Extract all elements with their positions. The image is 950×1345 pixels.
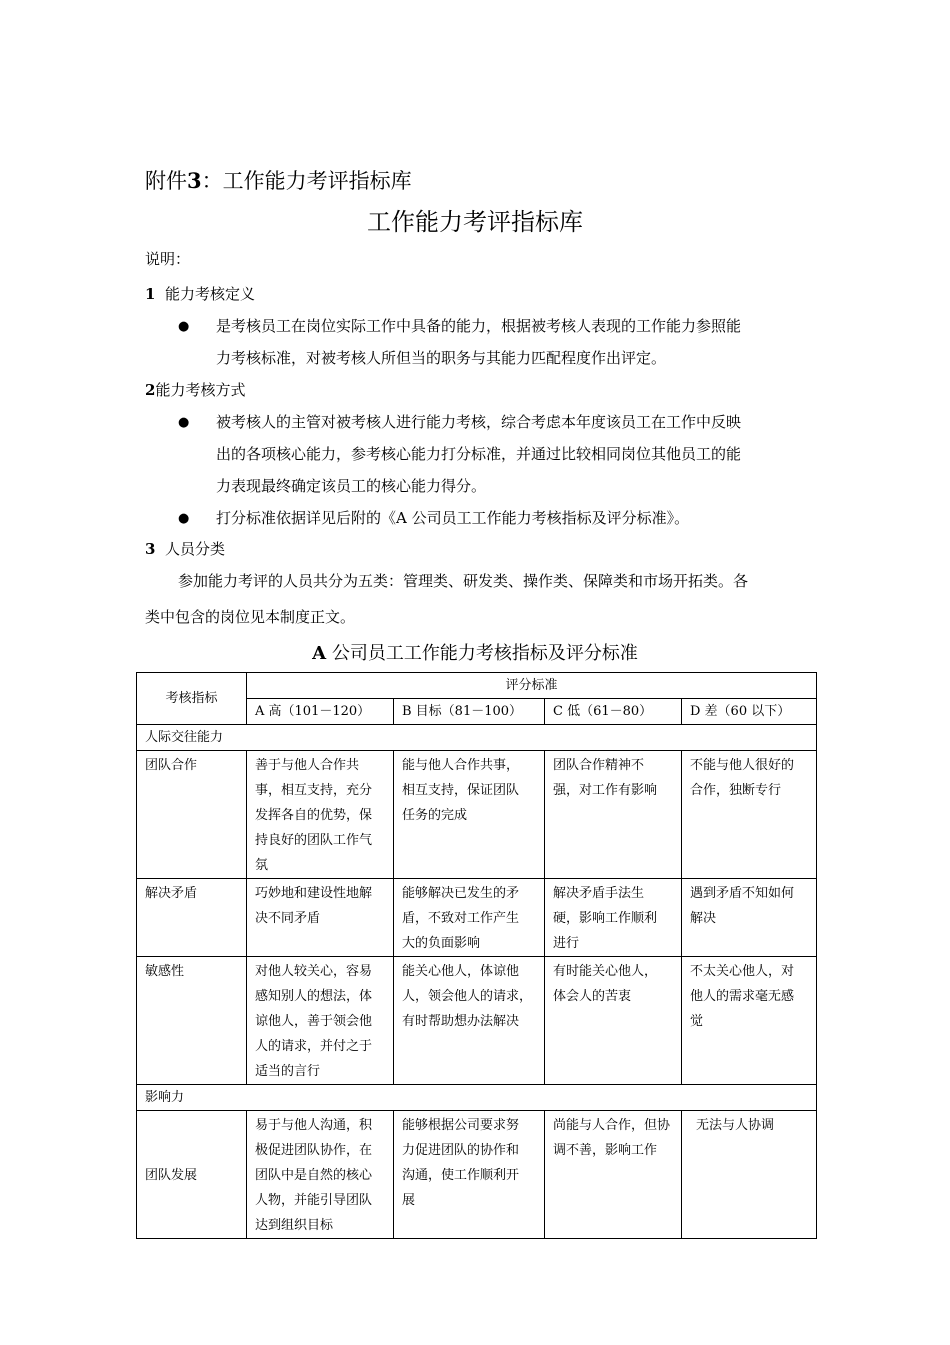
cell-line: 事，相互支持，充分 [255, 783, 373, 798]
table-title-company: A [312, 643, 327, 664]
grade-cell-b [394, 751, 545, 879]
grade-cell-a [247, 751, 394, 879]
cell-line: 能与他人合作共事， [402, 758, 520, 773]
note-label: 说明： [145, 250, 191, 268]
cell-line: 相互支持，保证团队 [402, 783, 520, 798]
section-2-bullet-1-line-2: 出的各项核心能力，参考核心能力打分标准，并通过比较相同岗位其他员工的能 [216, 445, 742, 463]
cell-line: 氛 [255, 858, 269, 873]
table-row [137, 751, 817, 879]
cell-line: 发挥各自的优势，保 [255, 808, 373, 823]
indicator-sensitivity: 敏感性 [137, 957, 247, 1085]
cell-line: 人，领会他人的请求， [402, 989, 533, 1004]
section-3-paragraph-line-2: 类中包含的岗位见本制度正文。 [145, 608, 356, 626]
header-standard: 评分标准 [247, 673, 817, 699]
section-3-number: 3 [145, 540, 156, 558]
section-2-bullet-1-line-3: 力表现最终确定该员工的核心能力得分。 [216, 477, 487, 495]
section-1-number: 1 [145, 285, 156, 303]
grade-cell-c [545, 879, 682, 957]
cell-line: 感知别人的想法，体 [255, 989, 373, 1004]
cell-line: 无法与人协调 [696, 1118, 775, 1133]
section-2-title: 能力考核方式 [155, 381, 246, 399]
table-row [137, 879, 817, 957]
cell-line: 进行 [553, 936, 580, 951]
section-1-bullet-1-line-1: 是考核员工在岗位实际工作中具备的能力，根据被考核人表现的工作能力参照能 [216, 317, 742, 335]
cell-line: 有时能关心他人， [553, 964, 658, 979]
table-row [137, 1111, 817, 1239]
cell-line: 人物，并能引导团队 [255, 1193, 373, 1208]
grade-cell-b [394, 957, 545, 1085]
cell-line: 盾，不致对工作产生 [402, 911, 520, 926]
cell-line: 能够解决已发生的矛 [402, 886, 520, 901]
cell-line: 硬，影响工作顺利 [553, 911, 658, 926]
bullet-icon: ● [178, 415, 190, 430]
grade-header-c: C 低（61－80） [545, 699, 682, 725]
cell-line: 合作，独断专行 [690, 783, 782, 798]
section-2-bullet-1-line-1: 被考核人的主管对被考核人进行能力考核，综合考虑本年度该员工在工作中反映 [216, 413, 742, 431]
attachment-heading [145, 165, 412, 195]
cell-line: 不能与他人很好的 [690, 758, 795, 773]
cell-line: 巧妙地和建设性地解 [255, 886, 373, 901]
cell-line: 极促进团队协作，在 [255, 1143, 373, 1158]
grade-cell-c [545, 957, 682, 1085]
cell-line: 沟通，使工作顺利开 [402, 1168, 520, 1183]
section-label-interpersonal: 人际交往能力 [137, 725, 817, 751]
grade-cell-a [247, 957, 394, 1085]
cell-line: 觉 [690, 1014, 704, 1029]
cell-line: 不太关心他人，对 [690, 964, 795, 979]
section-1-title: 能力考核定义 [164, 285, 255, 303]
table-row [137, 957, 817, 1085]
grade-cell-a [247, 879, 394, 957]
cell-line: 能关心他人，体谅他 [402, 964, 520, 979]
cell-line: 解决 [690, 911, 717, 926]
grade-cell-d [682, 957, 817, 1085]
cell-line: 遇到矛盾不知如何 [690, 886, 795, 901]
section-label-influence: 影响力 [137, 1085, 817, 1111]
cell-line: 团队合作精神不 [553, 758, 645, 773]
grade-header-b: B 目标（81－100） [394, 699, 545, 725]
grade-header-d: D 差（60 以下） [682, 699, 817, 725]
grade-cell-c [545, 751, 682, 879]
indicator-team-development: 团队发展 [137, 1111, 247, 1239]
grade-cell-d [682, 1111, 817, 1239]
attachment-title: ：工作能力考评指标库 [201, 169, 412, 193]
grade-cell-d [682, 751, 817, 879]
cell-line: 善于与他人合作共 [255, 758, 360, 773]
table-title [0, 639, 950, 665]
cell-line: 体会人的苦衷 [553, 989, 632, 1004]
cell-line: 持良好的团队工作气 [255, 833, 373, 848]
cell-line: 调不善，影响工作 [553, 1143, 658, 1158]
cell-line: 展 [402, 1193, 416, 1208]
indicator-conflict-resolution: 解决矛盾 [137, 879, 247, 957]
evaluation-table [136, 672, 817, 1239]
cell-line: 强，对工作有影响 [553, 783, 658, 798]
table-title-text: 公司员工工作能力考核指标及评分标准 [331, 643, 638, 664]
grade-cell-c [545, 1111, 682, 1239]
cell-line: 能够根据公司要求努 [402, 1118, 520, 1133]
cell-line: 易于与他人沟通，积 [255, 1118, 373, 1133]
grade-cell-a [247, 1111, 394, 1239]
table-section-row [137, 725, 817, 751]
cell-line: 团队中是自然的核心 [255, 1168, 373, 1183]
cell-line: 有时帮助想办法解决 [402, 1014, 520, 1029]
cell-line: 达到组织目标 [255, 1218, 334, 1233]
cell-line: 力促进团队的协作和 [402, 1143, 520, 1158]
section-1-bullet-1-line-2: 力考核标准，对被考核人所但当的职务与其能力匹配程度作出评定。 [216, 349, 667, 367]
section-3-heading [145, 540, 225, 558]
bullet-icon: ● [178, 511, 190, 526]
cell-line: 决不同矛盾 [255, 911, 321, 926]
page-title: 工作能力考评指标库 [367, 208, 583, 236]
table-section-row [137, 1085, 817, 1111]
section-2-number: 2 [145, 381, 156, 399]
section-3-paragraph-line-1: 参加能力考评的人员共分为五类：管理类、研发类、操作类、保障类和市场开拓类。各 [178, 572, 749, 590]
section-2-heading [145, 381, 245, 399]
cell-line: 大的负面影响 [402, 936, 481, 951]
grade-cell-b [394, 1111, 545, 1239]
grade-header-a: A 高（101－120） [247, 699, 394, 725]
section-3-title: 人员分类 [164, 540, 225, 558]
attachment-label: 附件 [145, 169, 187, 193]
cell-line: 谅他人，善于领会他 [255, 1014, 373, 1029]
cell-line: 人的请求，并付之于 [255, 1039, 373, 1054]
bullet-icon: ● [178, 319, 190, 334]
attachment-number: 3 [187, 168, 202, 193]
header-indicator: 考核指标 [137, 673, 247, 725]
grade-cell-b [394, 879, 545, 957]
cell-line: 他人的需求毫无感 [690, 989, 795, 1004]
cell-line: 尚能与人合作，但协 [553, 1118, 671, 1133]
table-header-row [137, 673, 817, 699]
indicator-teamwork: 团队合作 [137, 751, 247, 879]
cell-line: 对他人较关心，容易 [255, 964, 373, 979]
cell-line: 解决矛盾手法生 [553, 886, 645, 901]
section-1-heading [145, 285, 255, 303]
grade-cell-d [682, 879, 817, 957]
section-2-bullet-2-line-1: 打分标准依据详见后附的《A 公司员工工作能力考核指标及评分标准》。 [216, 509, 690, 527]
cell-line: 任务的完成 [402, 808, 468, 823]
cell-line: 适当的言行 [255, 1064, 321, 1079]
